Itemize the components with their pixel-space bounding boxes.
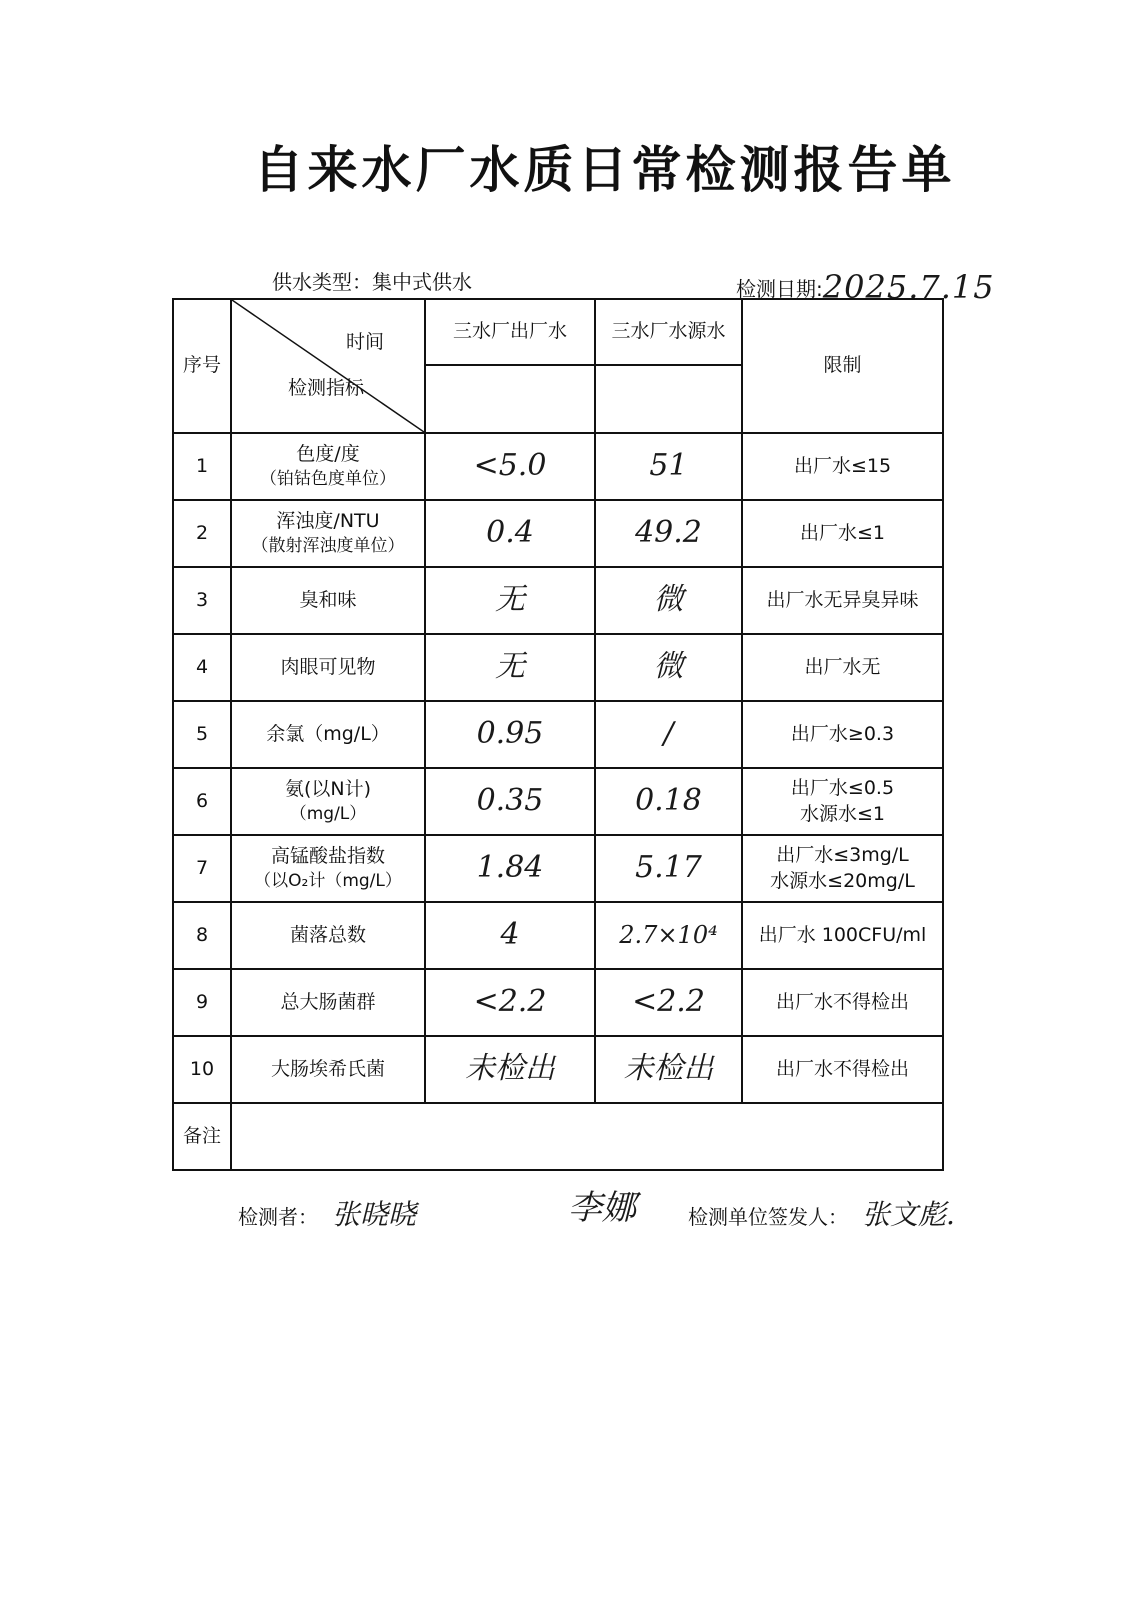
source-value: 微: [653, 649, 684, 685]
row-indicator: [231, 902, 425, 969]
row-limit: [742, 701, 943, 768]
indicator-unit: （散射浑浊度单位）: [251, 535, 405, 556]
limit-text: 出厂水≤15: [793, 454, 892, 477]
row-indicator: [231, 1036, 425, 1103]
row-outlet-value: [425, 567, 595, 634]
tester: [238, 1193, 416, 1233]
row-seq: 9: [173, 969, 231, 1036]
outlet-value: <5.0: [473, 448, 547, 484]
row-source-value: [595, 969, 742, 1036]
header-indicator: 检测指标: [288, 377, 365, 400]
outlet-value: <2.2: [473, 984, 547, 1020]
indicator-name: 臭和味: [299, 588, 357, 611]
header-limit: 限制: [742, 299, 943, 433]
table-row: [173, 500, 943, 567]
outlet-value: 无: [495, 582, 525, 618]
table-row: [173, 969, 943, 1036]
indicator-name: 总大肠菌群: [280, 990, 376, 1013]
outlet-value: 1.84: [476, 850, 544, 886]
row-limit: [742, 634, 943, 701]
row-limit: [742, 500, 943, 567]
table-row: [173, 902, 943, 969]
row-outlet-value: [425, 634, 595, 701]
table-row: [173, 1036, 943, 1103]
header-outlet-blank: [425, 365, 595, 433]
indicator-name: 色度/度: [296, 443, 360, 466]
row-indicator: [231, 835, 425, 902]
tester-label: 检测者：: [238, 1205, 318, 1229]
source-value: /: [663, 716, 674, 752]
source-value: 0.18: [635, 783, 702, 819]
row-limit: [742, 902, 943, 969]
table-row: [173, 768, 943, 835]
table-body: [173, 433, 943, 1103]
supply-type: [272, 266, 472, 295]
indicator-name: 大肠埃希氏菌: [270, 1057, 385, 1080]
row-seq: 5: [173, 701, 231, 768]
limit-text: 出厂水 100CFU/ml: [758, 923, 927, 946]
row-seq: 1: [173, 433, 231, 500]
row-indicator: [231, 433, 425, 500]
source-value: 微: [653, 582, 684, 618]
row-outlet-value: [425, 835, 595, 902]
limit-text-2: 水源水≤1: [799, 802, 885, 825]
row-indicator: [231, 567, 425, 634]
row-seq: 8: [173, 902, 231, 969]
row-limit: [742, 969, 943, 1036]
row-indicator: [231, 768, 425, 835]
row-source-value: [595, 1036, 742, 1103]
test-date-label: 检测日期:: [736, 277, 823, 301]
issuer-label: 检测单位签发人：: [688, 1205, 848, 1229]
header-col-source: 三水厂水源水: [595, 299, 742, 365]
row-indicator: [231, 634, 425, 701]
table-row: [173, 567, 943, 634]
supply-type-value: 集中式供水: [372, 270, 472, 294]
limit-text: 出厂水≤0.5: [790, 776, 895, 799]
row-source-value: [595, 701, 742, 768]
header-time: 时间: [345, 331, 384, 353]
outlet-value: 无: [495, 649, 525, 685]
issuer-signature: 张文彪.: [862, 1198, 955, 1231]
indicator-name: 肉眼可见物: [280, 655, 376, 678]
row-outlet-value: [425, 768, 595, 835]
header-seq: 序号: [173, 299, 231, 433]
limit-text: 出厂水无: [804, 655, 881, 678]
indicator-name: 高锰酸盐指数: [270, 845, 385, 868]
limit-text: 出厂水不得检出: [775, 990, 909, 1013]
row-source-value: [595, 634, 742, 701]
notes-label: 备注: [173, 1103, 231, 1170]
row-limit: [742, 768, 943, 835]
indicator-unit: （铂钴色度单位）: [260, 468, 396, 489]
limit-text: 出厂水≤1: [799, 521, 885, 544]
table-row: [173, 701, 943, 768]
row-source-value: [595, 835, 742, 902]
limit-text: 出厂水不得检出: [775, 1057, 909, 1080]
row-outlet-value: [425, 902, 595, 969]
row-seq: 6: [173, 768, 231, 835]
outlet-value: 未检出: [465, 1051, 555, 1087]
row-outlet-value: [425, 500, 595, 567]
row-indicator: [231, 701, 425, 768]
row-indicator: [231, 969, 425, 1036]
limit-text: 出厂水≤3mg/L: [776, 843, 909, 866]
header-diagonal-cell: [231, 299, 425, 433]
row-seq: 2: [173, 500, 231, 567]
source-value: 49.2: [635, 515, 702, 551]
indicator-unit: （以O₂计（mg/L）: [254, 870, 402, 891]
row-indicator: [231, 500, 425, 567]
row-source-value: [595, 567, 742, 634]
outlet-value: 0.95: [476, 716, 544, 752]
header-col-outlet: 三水厂出厂水: [425, 299, 595, 365]
limit-text: 出厂水无异臭异味: [766, 588, 919, 611]
outlet-value: 4: [500, 917, 520, 953]
tester-signature: 张晓晓: [332, 1198, 417, 1231]
row-outlet-value: [425, 701, 595, 768]
issuer: [688, 1193, 955, 1233]
header-source-blank: [595, 365, 742, 433]
source-value: <2.2: [632, 984, 705, 1020]
diagonal-line: [232, 300, 424, 432]
indicator-name: 氨(以N计): [284, 778, 372, 801]
outlet-value: 0.35: [476, 783, 544, 819]
source-value: 未检出: [623, 1051, 714, 1087]
row-limit: [742, 433, 943, 500]
indicator-name: 浑浊度/NTU: [276, 510, 380, 533]
row-seq: 7: [173, 835, 231, 902]
row-seq: 3: [173, 567, 231, 634]
table-row: [173, 835, 943, 902]
row-limit: [742, 567, 943, 634]
row-limit: [742, 1036, 943, 1103]
test-date-value: 2025.7.15: [822, 268, 995, 306]
report-table: [172, 298, 944, 1171]
row-outlet-value: [425, 1036, 595, 1103]
source-value: 51: [649, 448, 688, 484]
table-row: [173, 634, 943, 701]
second-signature: 李娜: [568, 1188, 636, 1228]
notes-value: [231, 1103, 943, 1170]
table-row: [173, 433, 943, 500]
indicator-unit: （mg/L）: [289, 803, 367, 824]
row-source-value: [595, 500, 742, 567]
row-outlet-value: [425, 969, 595, 1036]
row-source-value: [595, 768, 742, 835]
report-title: 自来水厂水质日常检测报告单: [253, 141, 956, 199]
row-seq: 10: [173, 1036, 231, 1103]
row-limit: [742, 835, 943, 902]
indicator-name: 菌落总数: [289, 923, 366, 946]
row-source-value: [595, 902, 742, 969]
outlet-value: 0.4: [486, 515, 534, 551]
source-value: 2.7×10⁴: [619, 921, 718, 950]
source-value: 5.17: [635, 850, 702, 886]
row-outlet-value: [425, 433, 595, 500]
limit-text-2: 水源水≤20mg/L: [770, 869, 915, 892]
row-seq: 4: [173, 634, 231, 701]
indicator-name: 余氯（mg/L）: [266, 722, 390, 745]
limit-text: 出厂水≥0.3: [790, 722, 895, 745]
row-source-value: [595, 433, 742, 500]
supply-type-label: 供水类型：: [272, 270, 372, 294]
